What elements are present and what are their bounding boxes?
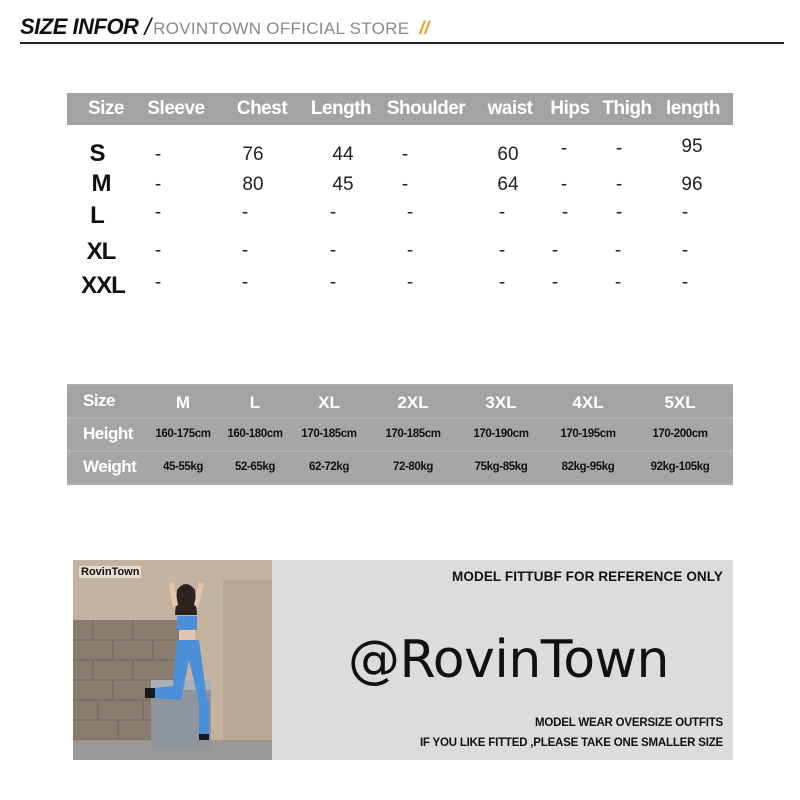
col-header-length: Length: [310, 98, 372, 119]
model-photo: [73, 560, 272, 760]
size-cell: -: [241, 202, 249, 223]
fit-weight-cell: 82kg-95kg: [561, 461, 615, 473]
oversize-note: MODEL WEAR OVERSIZE OUTFITS: [535, 717, 723, 729]
size-cell: -: [551, 240, 559, 261]
fit-size-header: L: [249, 393, 261, 412]
fit-label-weight: Weight: [83, 457, 137, 476]
fit-table: [67, 384, 733, 485]
fit-size-header: XL: [318, 393, 340, 412]
brand-handle: @RovinTown: [348, 630, 670, 690]
size-cell: -: [551, 272, 559, 293]
fit-label-height: Height: [83, 424, 133, 443]
size-cell: -: [406, 240, 414, 261]
fit-height-cell: 160-175cm: [155, 428, 211, 440]
fit-weight-cell: 45-55kg: [162, 461, 204, 473]
col-header-thigh: Thigh: [602, 98, 652, 119]
size-cell: -: [329, 272, 337, 293]
size-cell: -: [241, 240, 249, 261]
col-header-size: Size: [87, 98, 125, 119]
col-header-sleeve: Sleeve: [147, 98, 205, 119]
size-cell: -: [615, 174, 623, 195]
fit-height-cell: 170-195cm: [560, 428, 616, 440]
photo-logo: RovinTown: [81, 566, 140, 578]
fit-label-size: Size: [83, 391, 116, 410]
size-label: L: [90, 202, 104, 229]
fit-size-header: M: [175, 393, 191, 412]
fit-row-weight: [67, 452, 733, 483]
size-cell: -: [401, 174, 409, 195]
size-table-header: [67, 93, 733, 125]
size-cell: 44: [332, 144, 354, 165]
size-cell: -: [406, 202, 414, 223]
col-header-shoulder: Shoulder: [386, 98, 466, 119]
fit-weight-cell: 92kg-105kg: [650, 461, 710, 473]
size-cell: 64: [497, 174, 519, 195]
fit-row-size: [67, 386, 733, 417]
col-header-hips: Hips: [550, 98, 590, 119]
size-cell: -: [681, 240, 689, 261]
fit-size-header: 5XL: [664, 393, 696, 412]
fit-weight-cell: 75kg-85kg: [474, 461, 528, 473]
size-cell: -: [154, 144, 162, 165]
size-cell: -: [401, 144, 409, 165]
size-cell: -: [614, 272, 622, 293]
accent-mark: //: [419, 18, 430, 38]
size-cell: -: [154, 202, 162, 223]
size-cell: 80: [242, 174, 264, 195]
size-cell: -: [498, 202, 506, 223]
size-cell: -: [615, 202, 623, 223]
fit-size-header: 3XL: [485, 393, 517, 412]
size-cell: -: [154, 240, 162, 261]
size-label: XXL: [81, 272, 125, 299]
fit-height-cell: 160-180cm: [227, 428, 283, 440]
fit-height-cell: 170-190cm: [473, 428, 529, 440]
title-slash: /: [144, 14, 152, 41]
page-header: [20, 14, 784, 44]
size-cell: -: [241, 272, 249, 293]
size-cell: -: [560, 174, 568, 195]
size-cell: -: [614, 240, 622, 261]
col-header-length-2: length: [666, 98, 720, 119]
size-cell: -: [329, 240, 337, 261]
size-cell: -: [681, 272, 689, 293]
fit-height-cell: 170-185cm: [385, 428, 441, 440]
col-header-waist: waist: [487, 98, 533, 119]
fit-row-height: [67, 419, 733, 450]
fit-weight-cell: 52-65kg: [234, 461, 276, 473]
model-illustration: [73, 560, 272, 760]
size-cell: 45: [332, 174, 354, 195]
size-cell: 60: [497, 144, 519, 165]
size-label: S: [89, 140, 105, 167]
size-cell: -: [561, 202, 569, 223]
size-cell: 76: [242, 144, 264, 165]
size-label: XL: [86, 238, 116, 265]
page-title: SIZE INFOR: [20, 14, 139, 39]
store-name: ROVINTOWN OFFICIAL STORE: [153, 19, 410, 38]
reference-note: MODEL FITTUBF FOR REFERENCE ONLY: [452, 569, 723, 584]
size-cell: 95: [681, 136, 703, 157]
size-label: M: [91, 170, 111, 197]
size-cell: -: [498, 272, 506, 293]
fit-weight-cell: 72-80kg: [392, 461, 434, 473]
size-cell: -: [615, 138, 623, 159]
size-cell: -: [406, 272, 414, 293]
model-info-panel: [272, 560, 733, 760]
size-cell: -: [498, 240, 506, 261]
size-cell: -: [329, 202, 337, 223]
size-cell: -: [154, 272, 162, 293]
size-cell: -: [154, 174, 162, 195]
size-cell: -: [560, 138, 568, 159]
fit-height-cell: 170-185cm: [301, 428, 357, 440]
fit-size-header: 2XL: [397, 393, 429, 412]
fit-height-cell: 170-200cm: [652, 428, 708, 440]
size-cell: -: [681, 202, 689, 223]
size-cell: 96: [681, 174, 703, 195]
col-header-chest: Chest: [236, 98, 288, 119]
sizing-advice: IF YOU LIKE FITTED ,PLEASE TAKE ONE SMALLER SIZE: [419, 737, 723, 749]
fit-weight-cell: 62-72kg: [308, 461, 350, 473]
fit-size-header: 4XL: [572, 393, 604, 412]
